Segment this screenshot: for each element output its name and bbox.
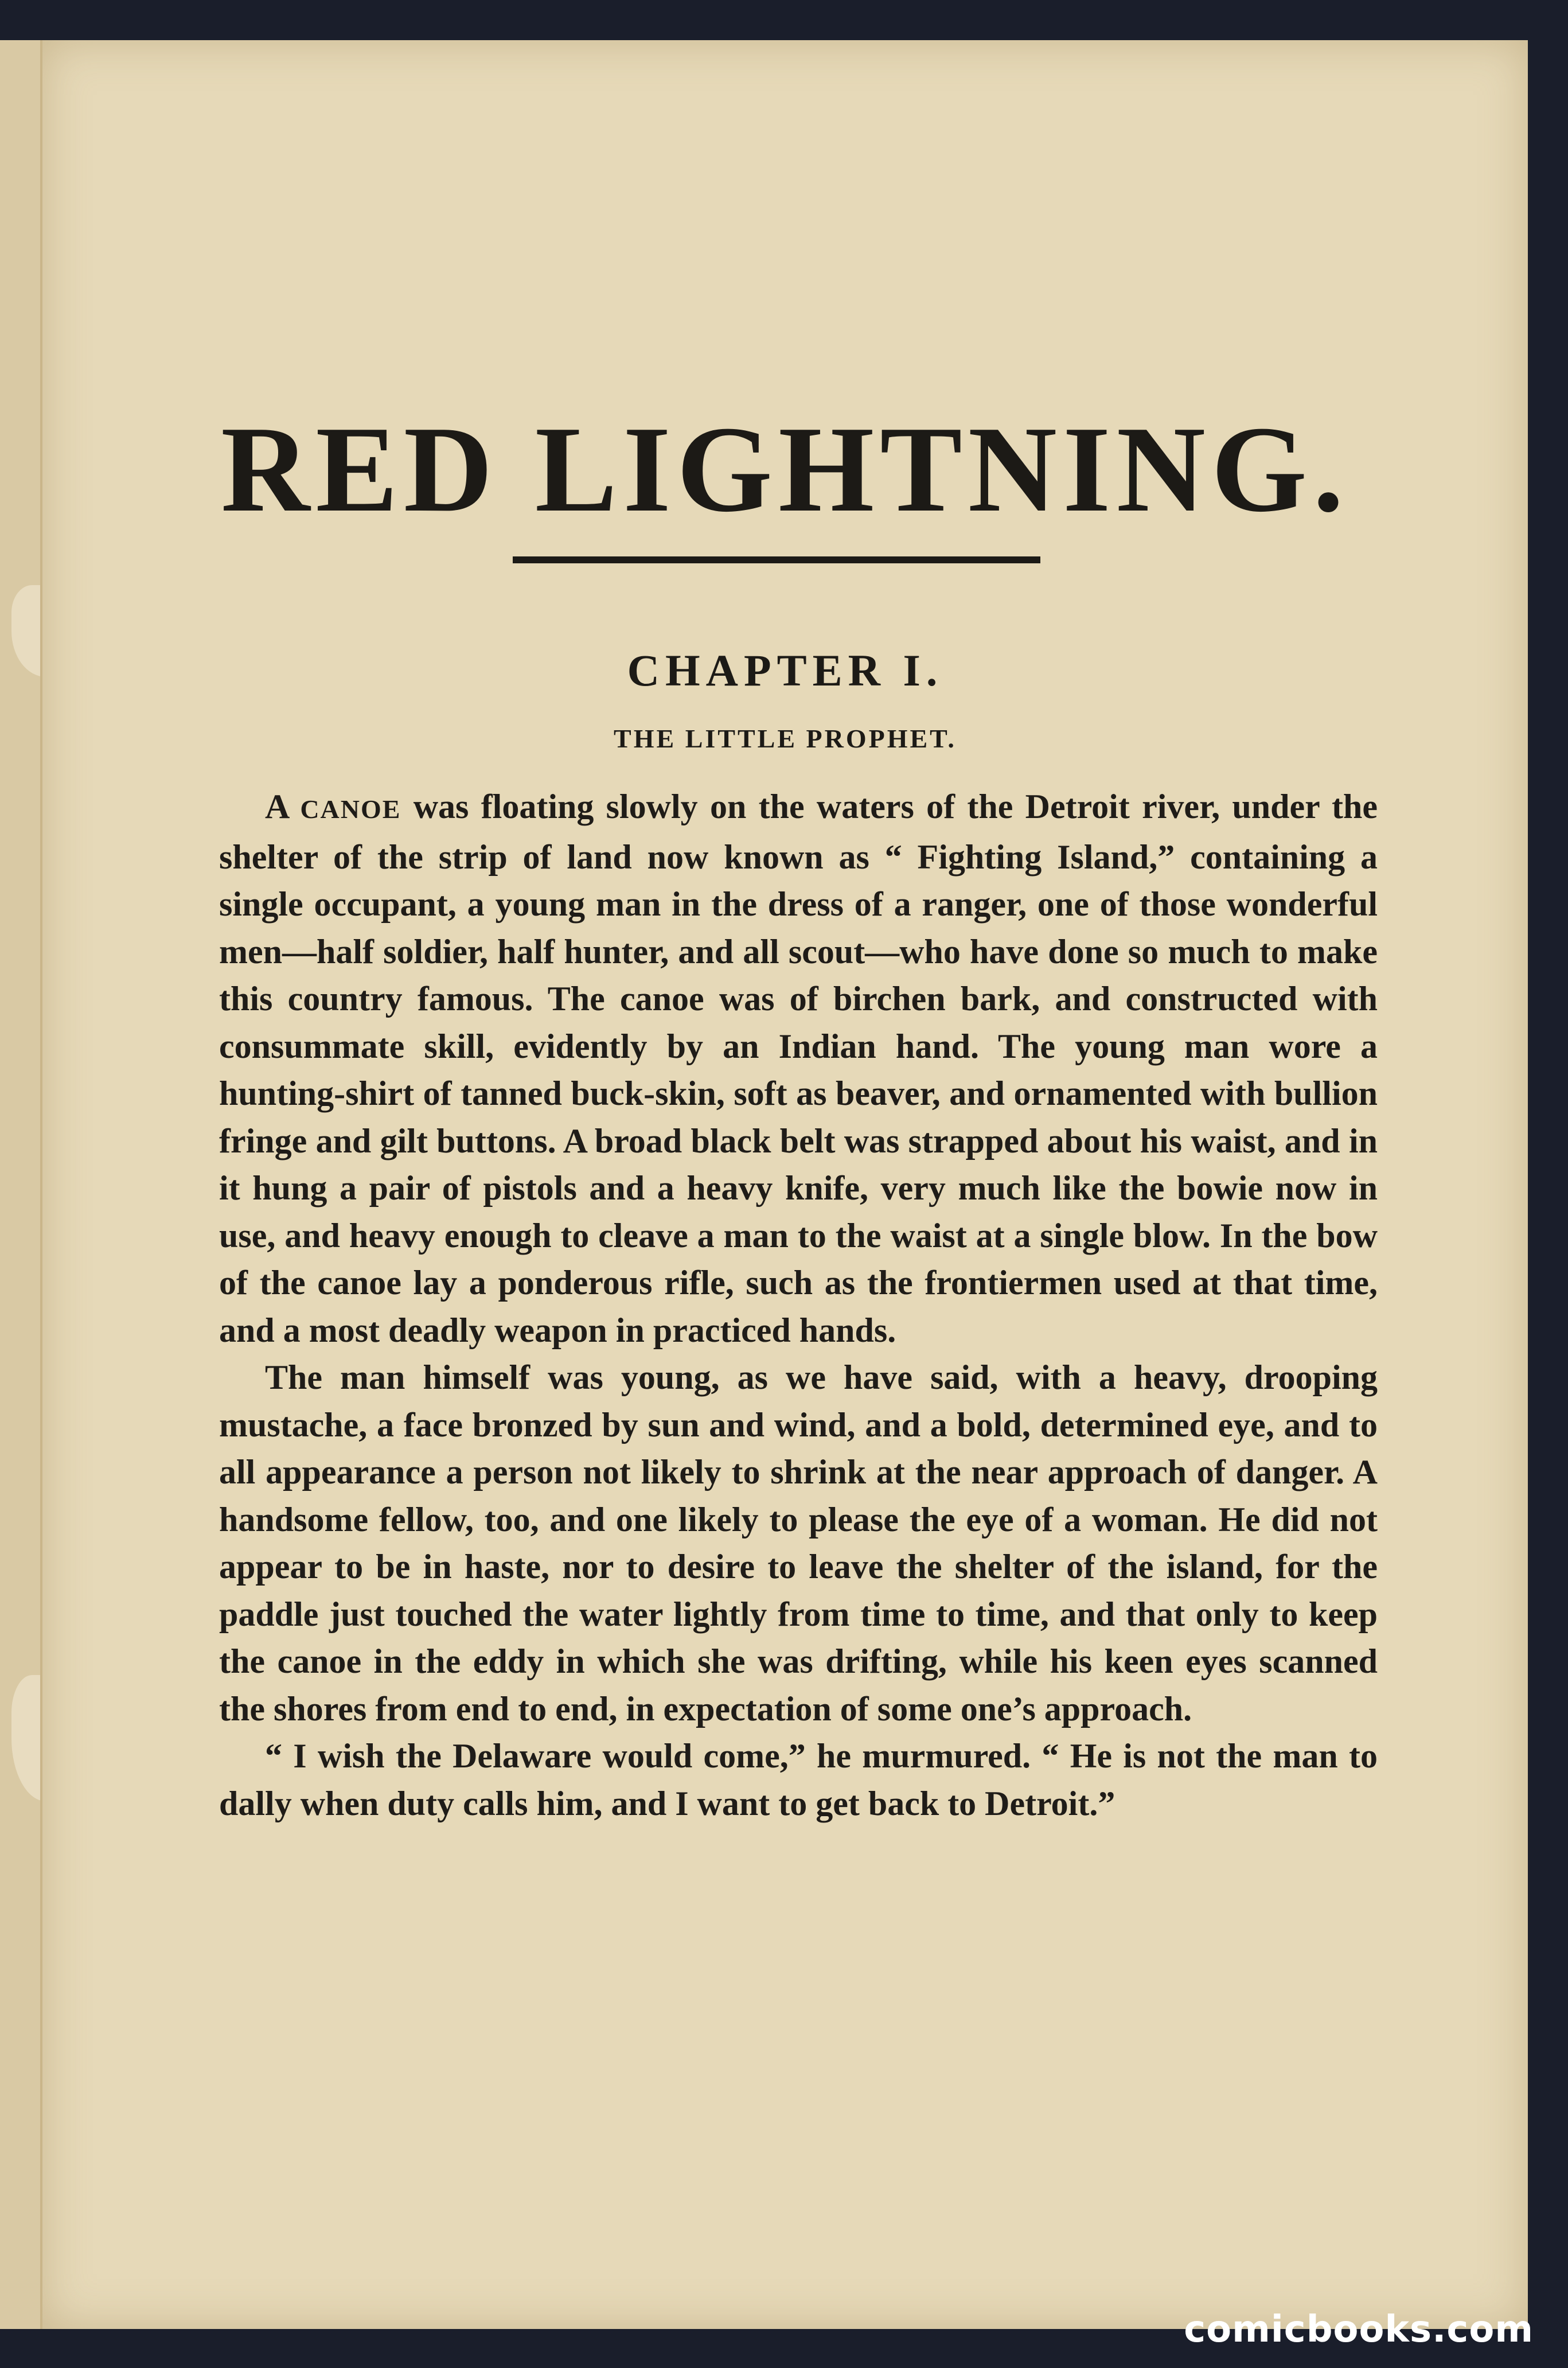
chapter-heading: CHAPTER I. — [627, 645, 943, 695]
book-page — [40, 40, 1528, 2329]
chapter-text — [219, 783, 1378, 1827]
paragraph-text: The man himself was young, as we have said, with a heavy, drooping mustache, a face bronzed by sun and wind, and a bold, determined eye, and to all appearance a person not likely to shrink at the near approach of danger. A handsome fellow, too, and one likely to please the eye of a woman. He did not appear to be in haste, nor to desire to leave the shelter of the island, for the paddle just touched the water lightly from time to time, and that only to keep the canoe in the eddy in which she was drifting, while his keen eyes scanned the shores from end to end, in expectation of some one’s approach. — [219, 1358, 1378, 1728]
book-title: RED LIGHTNING. — [221, 400, 1349, 538]
paragraph-2 — [219, 1354, 1378, 1732]
paragraph-text: was floating slowly on the waters of the Detroit river, under the shelter of the strip of land now known as “ Fighting Island,” containing a single occupant, a young man in the dress of a ranger, one of those wonderful men—half soldier, half hunter, and all scout—who have done so much to make this country famous. The canoe was of birchen bark, and constructed with consummate skill, evidently by an Indian hand. The young man wore a hunting-shirt of tanned buck-skin, soft as beaver, and ornamented with bullion fringe and gilt buttons. A broad black belt was strapped about his waist, and in it hung a pair of pistols and a heavy knife, very much like the bowie now in use, and heavy enough to cleave a man to the waist at a single blow. In the bow of the canoe lay a ponderous rifle, such as the frontiermen used at that time, and a most deadly weapon in practiced hands. — [219, 788, 1378, 1349]
paragraph-text: “ I wish the Delaware would come,” he murmured. “ He is not the man to dally when duty calls him, and I want to get back to Detroit.” — [219, 1737, 1378, 1822]
watermark-text: comicbooks.com — [1184, 2308, 1534, 2351]
chapter-title: THE LITTLE PROPHET. — [614, 724, 957, 753]
paragraph-smallcaps: CANOE — [300, 794, 401, 824]
paragraph-lead: A — [265, 788, 301, 825]
paragraph-3 — [219, 1732, 1378, 1827]
paragraph-1 — [219, 783, 1378, 1354]
title-rule — [513, 556, 1040, 563]
